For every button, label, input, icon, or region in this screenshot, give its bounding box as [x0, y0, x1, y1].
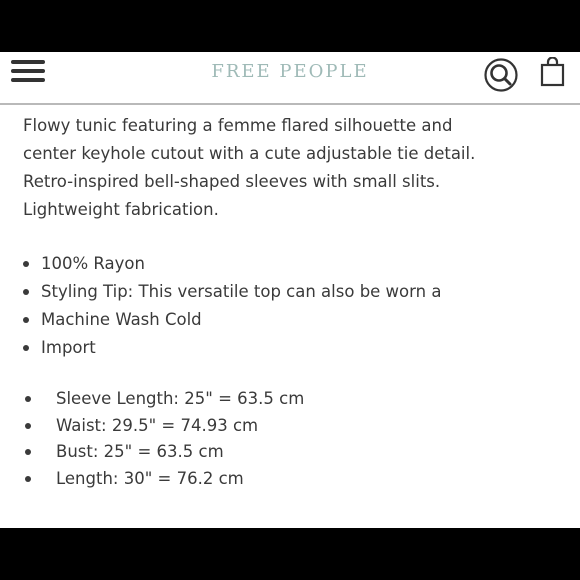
measurements-list: [23, 386, 563, 492]
search-icon: [484, 58, 518, 92]
product-description: [23, 108, 563, 492]
list-item: Import: [23, 334, 563, 362]
site-logo[interactable]: FREE PEOPLE: [211, 61, 369, 82]
description-text: [23, 112, 563, 224]
list-item: 100% Rayon: [23, 250, 563, 278]
list-item: Length: 30" = 76.2 cm: [23, 466, 563, 493]
shopping-bag-button[interactable]: [540, 57, 566, 87]
search-button[interactable]: [484, 58, 518, 92]
list-item: Sleeve Length: 25" = 63.5 cm: [23, 386, 563, 413]
description-line: center keyhole cutout with a cute adjustable tie detail.: [23, 144, 476, 163]
details-list: [23, 250, 563, 362]
description-line: Lightweight fabrication.: [23, 200, 219, 219]
list-item: Waist: 29.5" = 74.93 cm: [23, 413, 563, 440]
list-item: Machine Wash Cold: [23, 306, 563, 334]
list-item: Styling Tip: This versatile top can also be worn a: [23, 278, 563, 306]
list-item: Bust: 25" = 63.5 cm: [23, 439, 563, 466]
description-line: Flowy tunic featuring a femme flared silhouette and: [23, 116, 453, 135]
site-header: [0, 52, 580, 105]
app-screen: [0, 52, 580, 528]
description-line: Retro-inspired bell-shaped sleeves with small slits.: [23, 172, 441, 191]
shopping-bag-icon: [540, 57, 566, 87]
